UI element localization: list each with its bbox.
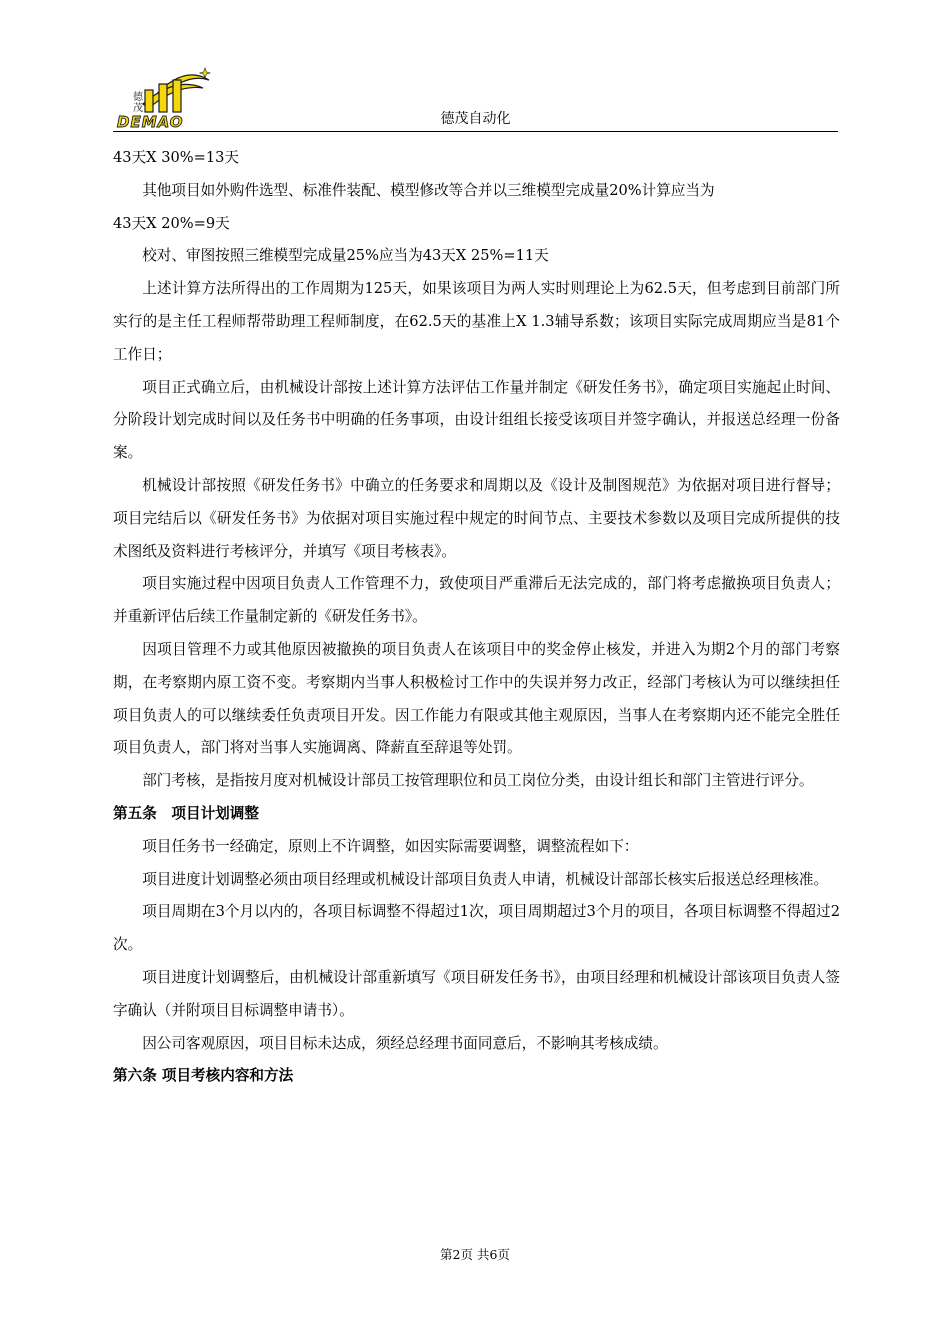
logo-wordmark: DEMAO (117, 113, 184, 130)
page-header (113, 66, 838, 134)
logo-chars-bottom: 茂 (133, 103, 143, 114)
body-paragraph: 上述计算方法所得出的工作周期为125天，如果该项目为两人实时则理论上为62.5天，但考虑到目前部门所实行的是主任工程师帮带助理工程师制度，在62.5天的基准上X 1.3辅导系数；该项目实际完成周期应当是81个工作日； (113, 280, 840, 363)
page-footer: 第2页 共6页 (440, 1247, 510, 1262)
body-paragraph: 项目正式确立后，由机械设计部按上述计算方法评估工作量并制定《研发任务书》，确定项目实施起止时间、分阶段计划完成时间以及任务书中明确的任务事项，由设计组组长接受该项目并签字确认，并报送总经理一份备案。 (113, 378, 840, 462)
body-paragraph: 项目任务书一经确定，原则上不许调整，如因实际需要调整，调整流程如下： (142, 837, 639, 855)
body-paragraph: 项目实施过程中因项目负责人工作管理不力，致使项目严重滞后无法完成的，部门将考虑撤换项目负责人；并重新评估后续工作量制定新的《研发任务书》。 (113, 575, 840, 626)
header-divider (113, 131, 838, 132)
body-paragraph: 其他项目如外购件选型、标准件装配、模型修改等合并以三维模型完成量20%计算应当为 (142, 181, 715, 199)
body-paragraph: 部门考核，是指按月度对机械设计部员工按管理职位和员工岗位分类，由设计组长和部门主管进行评分。 (142, 772, 814, 790)
body-paragraph: 因公司客观原因，项目目标未达成，须经总经理书面同意后，不影响其考核成绩。 (142, 1034, 668, 1052)
header-title: 德茂自动化 (440, 111, 511, 127)
document-body (113, 142, 840, 1093)
body-paragraph: 43天X 30%=13天 (113, 149, 240, 166)
section-heading: 第六条 项目考核内容和方法 (113, 1067, 294, 1085)
body-paragraph: 项目周期在3个月以内的，各项目标调整不得超过1次，项目周期超过3个月的项目，各项目标调整不得超过2次。 (113, 903, 840, 954)
body-paragraph: 机械设计部按照《研发任务书》中确立的任务要求和周期以及《设计及制图规范》为依据对项目进行督导；项目完结后以《研发任务书》为依据对项目实施过程中规定的时间节点、主要技术参数以及项目完成所提供的技术图纸及资料进行考核评分，并填写《项目考核表》。 (113, 476, 840, 560)
body-paragraph: 因项目管理不力或其他原因被撤换的项目负责人在该项目中的奖金停止核发，并进入为期2个月的部门考察期，在考察期内原工资不变。考察期内当事人积极检讨工作中的失误并努力改正，经部门考核认为可以继续担任项目负责人的可以继续委任负责项目开发。因工作能力有限或其他主观原因，当事人在考察期内还不能完全胜任项目负责人，部门将对当事人实施调离、降薪直至辞退等处罚。 (113, 640, 840, 757)
body-paragraph: 43天X 20%=9天 (113, 214, 230, 232)
body-paragraph: 项目进度计划调整后，由机械设计部重新填写《项目研发任务书》，由项目经理和机械设计部该项目负责人签字确认（并附项目目标调整申请书）。 (113, 968, 840, 1019)
section-heading: 第五条 项目计划调整 (113, 804, 259, 822)
body-paragraph: 校对、审图按照三维模型完成量25%应当为43天X 25%=11天 (142, 247, 549, 265)
logo-chars-top: 德 (133, 92, 143, 103)
body-paragraph: 项目进度计划调整必须由项目经理或机械设计部项目负责人申请，机械设计部部长核实后报送总经理核准。 (142, 870, 829, 888)
